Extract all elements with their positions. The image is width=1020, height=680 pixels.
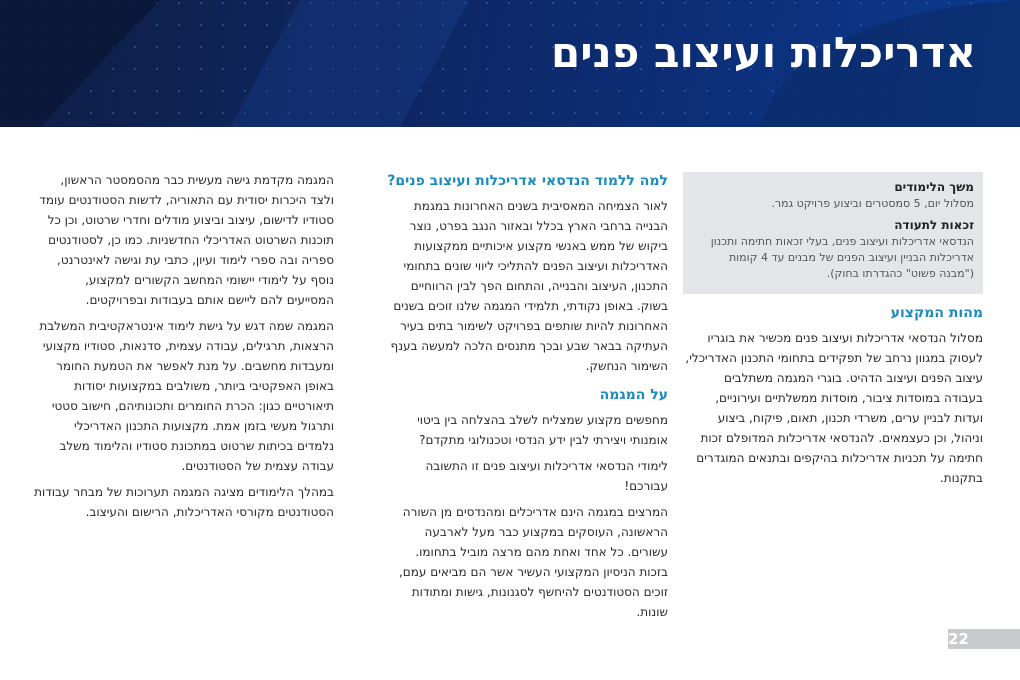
duration-text: מסלול יום, 5 סמסטרים וביצוע פרויקט גמר. bbox=[771, 197, 974, 210]
about-paragraph-1: מחפשים מקצוע שמצליח לשלב בהצלחה בין ביטוי אומנותי ויצירתי לבין ידע הנדסי וטכנולוגי מתקדם? bbox=[417, 413, 668, 447]
why-heading: למה ללמוד הנדסאי אדריכלות ועיצוב פנים? bbox=[387, 173, 668, 189]
about-paragraph-2: לימודי הנדסאי אדריכלות ועיצוב פנים זו התשובה עבורכם! bbox=[425, 459, 668, 493]
left-paragraph-2: המגמה שמה דגש על גישת לימוד אינטראקטיבית המשלבת הרצאות, תרגילים, עבודה עצמית, סדנאות, סטודיו מקצועי ומעבדות מחשבים. על מנת לאפשר את הטמעת החומר באופן האפקטיבי ביותר, משולבים במקצועות יסודות תיאורטיים כגון: הכרת החומרים ותכונותיהם, חישוב סטטי ותרגול מעשי בזמן אמת. מקצועות התכנון האדריכלי נלמדים בכיתות שרטוט במתכונת סטודיו והלימוד משלב עבודה עצמית של הסטודנטים. bbox=[39, 319, 334, 473]
eligibility-text: הנדסאי אדריכלות ועיצוב פנים, בעלי זכאות חתימה ותכנון אדריכלות הבניין ועיצוב הפנים של מבנים עד 4 קומות ("מבנה פשוט" כהגדרתו בחוק). bbox=[710, 235, 974, 280]
about-paragraph-3: המרצים במגמה הינם אדריכלים ומהנדסים מן השורה הראשונה, העוסקים במקצוע כבר מעל לארבעה עשורים. כל אחד ואחת מהם מרצה מוביל בתחומו. בזכות הניסיון המקצועי העשיר אשר הם מביאים עמם, זוכים הסטודנטים להיחשף לסגנונות, גישות ומתודות שונות. bbox=[398, 505, 668, 619]
about-heading: על המגמה bbox=[599, 387, 668, 403]
nature-text: מסלול הנדסאי אדריכלות ועיצוב פנים מכשיר את בוגריו לעסוק במגוון נרחב של תפקידים בתחומי התכנון האדריכלי, עיצוב הפנים ועיצוב הדהיט. בוגרי המגמה משתלבים בעבודה במוסדות ציבור, מוסדות ממשלתיים ועירוניים, ועדות לבניין ערים, משרדי תכנון, תאום, פיקוח, ביצוע וניהול, וכן כעצמאים. להנדסאי אדריכלות המדופלם זכות חתימה על תכניות אדריכלות בהיקפים ובתנאים המוגדרים בתקנות. bbox=[685, 331, 983, 485]
left-paragraph-3: במהלך הלימודים מציגה המגמה תערוכות של מבחר עבודות הסטודנטים מקורסי האדריכלות, הרישום והעיצוב. bbox=[34, 485, 334, 519]
left-column bbox=[34, 170, 334, 528]
nature-heading: מהות המקצוע bbox=[890, 305, 983, 321]
page-number: 22 bbox=[948, 629, 1020, 649]
header-banner bbox=[0, 0, 1020, 127]
eligibility-title: זכאות לתעודה bbox=[894, 218, 974, 232]
duration-title: משך הלימודים bbox=[894, 180, 974, 194]
page-title: אדריכלות ועיצוב פנים bbox=[551, 28, 976, 77]
why-text: לאור הצמיחה המאסיבית בשנים האחרונות במגמת הבנייה ברחבי הארץ בכלל ובאזור הנגב בפרט, נוצר ביקוש של ממש באנשי מקצוע איכותיים ממקצועות האדריכלות ועיצוב הפנים להתליכי ליווי שונים בתחומי התכנון, העיצוב והבנייה, והתחום הפך לבין הרווחיים בשוק. באופן נקודתי, תלמידי המגמה שלנו זוכים בשנים האחרונות להיות שותפים בפרויקט לשימור בתים בעיר העתיקה בבאר שבע ובכך מתנסים הלכה למעשה בענף השימור הנחשק. bbox=[390, 199, 668, 373]
left-paragraph-1: המגמה מקדמת גישה מעשית כבר מהסמסטר הראשון, ולצד היכרות יסודית עם התאוריה, לדשות הסטודנטים עומד סטודיו לדישום, עיצוב וביצוע מודלים וחדרי שרטוט, וכן כל תוכנות השרטוט האדריכלי החדשניות. כמו כן, לסטודנטים ספריה ובה ספרי לימוד ועיון, כתבי עת וגישה לאינטרנט, נוסף על לימודי יישומי המחשב הקשורים למקצוע, המסייעים להם ליישם אותם בעבודות ובפרויקטים. bbox=[39, 173, 334, 307]
right-column bbox=[683, 172, 983, 494]
study-info-box bbox=[683, 172, 983, 294]
middle-column bbox=[386, 172, 668, 628]
